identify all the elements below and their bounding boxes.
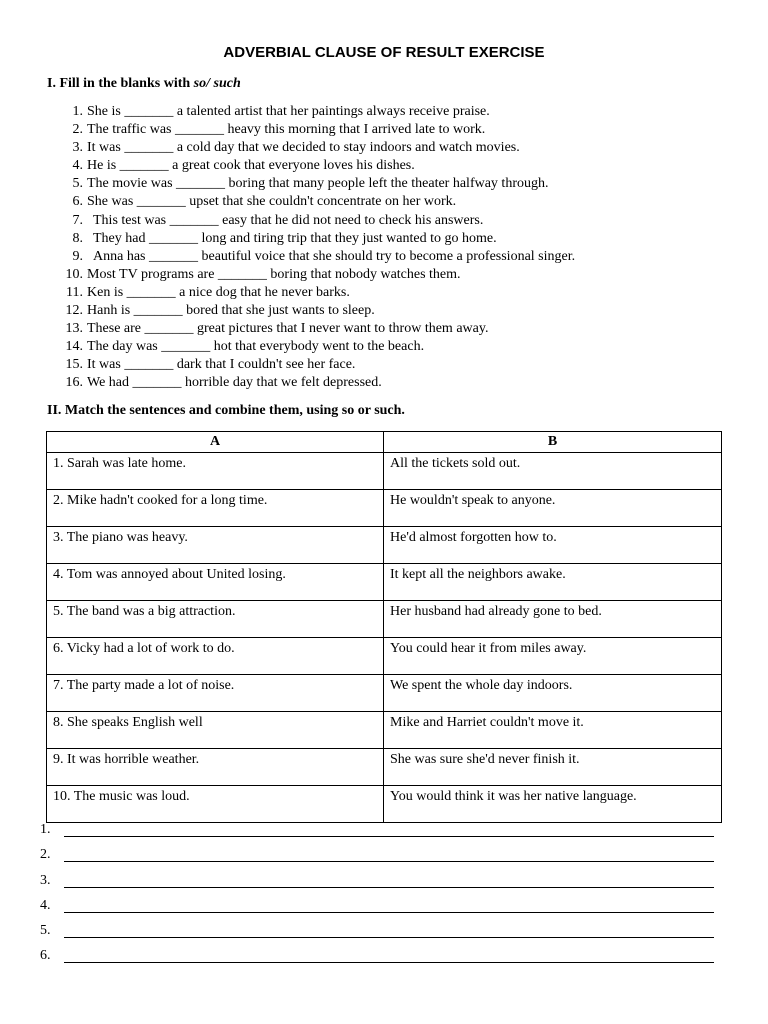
item-text: They had _______ long and tiring trip that they just wanted to go home. (93, 230, 497, 246)
item-number: 8. (72, 230, 83, 246)
item-text: He is _______ a great cook that everyone loves his dishes. (87, 158, 415, 174)
section-2-heading: II. Match the sentences and combine them, using so or such. (47, 403, 405, 418)
cell-a: 1. Sarah was late home. (47, 453, 384, 490)
answer-number: 1. (40, 822, 51, 837)
table-row (47, 786, 722, 823)
item-number: 15. (65, 357, 83, 373)
answer-line[interactable] (0, 871, 768, 896)
item-text: The day was _______ hot that everybody went to the beach. (87, 339, 425, 355)
cell-b: You would think it was her native language. (384, 786, 722, 823)
column-b-header: B (384, 432, 722, 453)
table-row (47, 675, 722, 712)
answer-line[interactable] (0, 896, 768, 921)
item-number: 5. (72, 176, 83, 192)
item-number: 2. (72, 122, 83, 138)
answer-line[interactable] (0, 921, 768, 946)
answer-number: 2. (40, 847, 51, 863)
answer-number: 3. (40, 872, 51, 888)
item-text: These are _______ great pictures that I never want to throw them away. (87, 321, 489, 337)
section-1-emphasis: so/ such (193, 76, 241, 91)
item-number: 16. (65, 375, 83, 391)
section-1-heading (47, 76, 241, 92)
answer-blank[interactable] (64, 962, 714, 963)
answer-line[interactable] (0, 820, 768, 845)
cell-a: 7. The party made a lot of noise. (47, 675, 384, 712)
item-number: 9. (72, 248, 83, 264)
answer-number: 6. (40, 948, 51, 964)
answer-line[interactable] (0, 845, 768, 870)
answer-number: 5. (40, 923, 51, 939)
item-number: 13. (65, 321, 83, 337)
section-1-prefix: I. Fill in the blanks with (47, 76, 194, 91)
column-a-header: A (47, 432, 384, 453)
cell-a: 10. The music was loud. (47, 786, 384, 823)
answer-lines (0, 820, 768, 972)
cell-b: He wouldn't speak to anyone. (384, 490, 722, 527)
item-number: 14. (65, 339, 83, 355)
answer-number: 4. (40, 897, 51, 913)
item-text: Anna has _______ beautiful voice that she should try to become a professional singer. (93, 248, 576, 264)
item-text: She was _______ upset that she couldn't concentrate on her work. (87, 194, 457, 210)
item-text: We had _______ horrible day that we felt depressed. (87, 375, 382, 391)
item-number: 3. (72, 140, 83, 156)
cell-b: She was sure she'd never finish it. (384, 749, 722, 786)
item-text: She is _______ a talented artist that her paintings always receive praise. (87, 104, 490, 119)
item-text: It was _______ a cold day that we decided to stay indoors and watch movies. (87, 140, 520, 156)
item-text: Ken is _______ a nice dog that he never barks. (87, 284, 350, 300)
cell-b: Mike and Harriet couldn't move it. (384, 712, 722, 749)
item-text: It was _______ dark that I couldn't see her face. (87, 357, 356, 373)
answer-blank[interactable] (64, 836, 714, 837)
answer-blank[interactable] (64, 912, 714, 913)
item-text: Hanh is _______ bored that she just wants to sleep. (87, 303, 375, 319)
table-row (47, 638, 722, 675)
matching-table (46, 431, 722, 823)
item-number: 4. (72, 158, 83, 174)
cell-a: 5. The band was a big attraction. (47, 601, 384, 638)
cell-a: 2. Mike hadn't cooked for a long time. (47, 490, 384, 527)
table-header-row (47, 432, 722, 453)
cell-a: 9. It was horrible weather. (47, 749, 384, 786)
item-number: 6. (72, 194, 83, 210)
item-text: The traffic was _______ heavy this morning that I arrived late to work. (87, 122, 486, 138)
item-text: Most TV programs are _______ boring that nobody watches them. (87, 266, 461, 282)
cell-b: All the tickets sold out. (384, 453, 722, 490)
page-title: ADVERBIAL CLAUSE OF RESULT EXERCISE (223, 44, 545, 61)
cell-b: We spent the whole day indoors. (384, 675, 722, 712)
table-row (47, 712, 722, 749)
answer-blank[interactable] (64, 861, 714, 862)
table-row (47, 601, 722, 638)
cell-a: 3. The piano was heavy. (47, 527, 384, 564)
cell-b: It kept all the neighbors awake. (384, 564, 722, 601)
item-number: 11. (66, 284, 83, 300)
item-text: The movie was _______ boring that many people left the theater halfway through. (87, 176, 549, 192)
cell-a: 4. Tom was annoyed about United losing. (47, 564, 384, 601)
item-number: 12. (65, 303, 83, 319)
answer-blank[interactable] (64, 937, 714, 938)
item-number: 7. (72, 212, 83, 228)
table-row (47, 453, 722, 490)
item-number: 1. (72, 104, 83, 119)
table-row (47, 564, 722, 601)
answer-blank[interactable] (64, 887, 714, 888)
table-row (47, 527, 722, 564)
table-row (47, 490, 722, 527)
item-text: This test was _______ easy that he did not need to check his answers. (93, 212, 484, 228)
cell-b: He'd almost forgotten how to. (384, 527, 722, 564)
cell-b: Her husband had already gone to bed. (384, 601, 722, 638)
cell-b: You could hear it from miles away. (384, 638, 722, 675)
table-row (47, 749, 722, 786)
item-number: 10. (65, 266, 83, 282)
answer-line[interactable] (0, 946, 768, 971)
cell-a: 6. Vicky had a lot of work to do. (47, 638, 384, 675)
cell-a: 8. She speaks English well (47, 712, 384, 749)
